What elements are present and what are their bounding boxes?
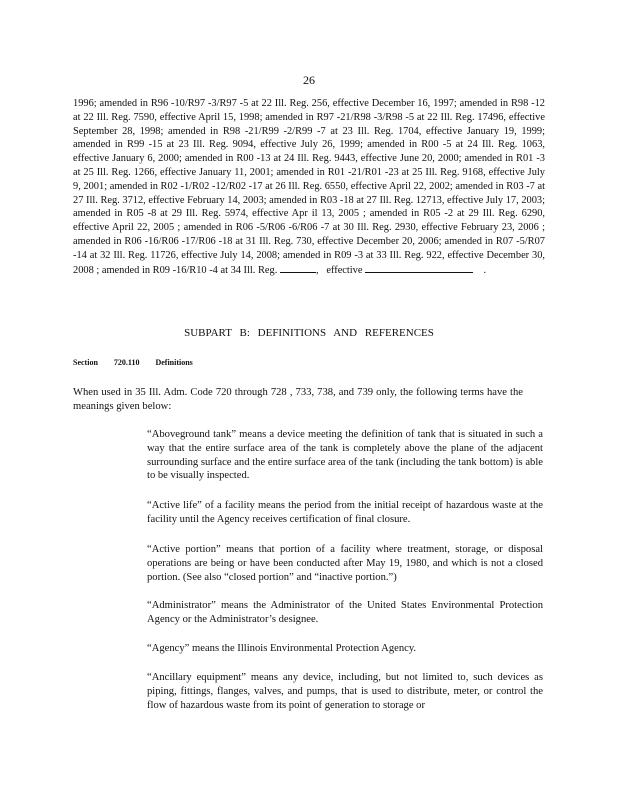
- section-title: Definitions: [155, 358, 193, 367]
- definition-administrator: “Administrator” means the Administrator of the United States Environmental Protection Agency or the Administrator’s designee.: [147, 600, 543, 625]
- register-page-blank: [280, 263, 316, 273]
- intro-paragraph: When used in 35 Ill. Adm. Code 720 through 728 , 733, 738, and 739 only, the following terms have the meanings given below:: [73, 387, 523, 412]
- definition-agency: “Agency” means the Illinois Environmental Protection Agency.: [147, 643, 417, 654]
- history-note: [73, 97, 545, 277]
- section-number: 720.110: [113, 358, 140, 367]
- effective-date-blank: [365, 263, 473, 273]
- section-heading: [73, 358, 207, 367]
- definition-active-portion: “Active portion” means that portion of a facility where treatment, storage, or disposal operations are being or have been conducted after May 19, 1980, and which is not a closed portion. (See also “closed portion” and “inactive portion.”): [147, 544, 543, 583]
- history-effective-label: effective: [326, 264, 363, 276]
- history-end-period: .: [483, 264, 487, 276]
- definition-ancillary-equipment: “Ancillary equipment” means any device, including, but not limited to, such devices as piping, fittings, flanges, valves, and pumps, that is used to distribute, meter, or control the flow of hazardous waste from its point of generation to storage or: [147, 672, 543, 711]
- history-text: 1996; amended in R96 -10/R97 -3/R97 -5 at 22 Ill. Reg. 256, effective December 16, 1997; amended in R98 -12 at 22 Ill. Reg. 7590, effective April 15, 1998; amended in R97 -21/R98 -3/R98 -5 at 22 Ill. Reg. 17496, effective September 28, 1998; amended in R98 -21/R99 -2/R99 -7 at 23 Ill. Reg. 1704, effective January 19, 1999; amended in R99 -15 at 23 Ill. Reg. 9094, effective July 26, 1999; amended in R00 -5 at 24 Ill. Reg. 1063, effective January 6, 2000; amended in R00 -13 at 24 Ill. Reg. 9443, effective June 20, 2000; amended in R01 -3 at 25 Ill. Reg. 1266, effective January 11, 2001; amended in R01 -21/R01 -23 at 25 Ill. Reg. 9168, effective July 9, 2001; amended in R02 -1/R02 -12/R02 -17 at 26 Ill. Reg. 6550, effective April 22, 2002; amended in R03 -7 at 27 Ill. Reg. 3712, effective February 14, 2003; amended in R03 -18 at 27 Ill. Reg. 12713, effective July 17, 2003; amended in R05 -8 at 29 Ill. Reg. 5974, effective Apr il 13, 2005 ; amended in R05 -2 at 29 Ill. Reg. 6290, effective April 22, 2005 ; amended in R06 -5/R06 -6/R06 -7 at 30 Ill. Reg. 2930, effective February 23, 2006 ; amended in R06 -16/R06 -17/R06 -18 at 31 Ill. Reg. 730, effective December 20, 2006; amended in R07 -5/R07 -14 at 32 Ill. Reg. 11726, effective July 14, 2008; amended in R09 -3 at 33 Ill. Reg. 922, effective December 30, 2008 ; amended in R09 -16/R10 -4 at 34 Ill. Reg.: [73, 98, 545, 276]
- definition-active-life: “Active life” of a facility means the period from the initial receipt of hazardous waste at the facility until the Agency receives certification of final closure.: [147, 500, 543, 525]
- section-label: Section: [73, 358, 98, 367]
- definition-aboveground-tank: “Aboveground tank” means a device meeting the definition of tank that is situated in such a way that the entire surface area of the tank is completely above the plane of the adjacent surrounding surface and the entire surface area of the tank (including the tank bottom) is able to be visually inspected.: [147, 429, 543, 482]
- page-number: 26: [303, 73, 315, 87]
- subpart-heading: SUBPART B: DEFINITIONS AND REFERENCES: [184, 327, 434, 339]
- history-comma: ,: [315, 264, 319, 276]
